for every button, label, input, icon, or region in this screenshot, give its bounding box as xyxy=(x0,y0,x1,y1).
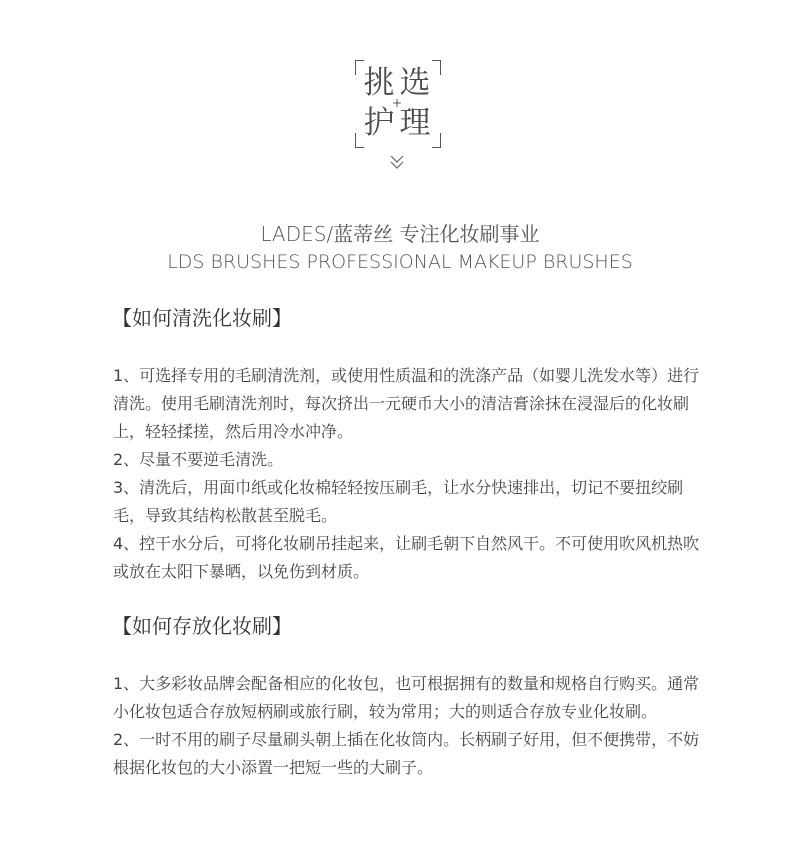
double-chevron-down-icon xyxy=(389,152,405,172)
logo-pick-care xyxy=(355,60,441,148)
paragraph: 3、清洗后，用面巾纸或化妆棉轻轻按压刷毛，让水分快速排出，切记不要扭绞刷毛，导致其结构松散甚至脱毛。 xyxy=(113,478,684,525)
brand-chinese: LADES/蓝蒂丝 专注化妆刷事业 xyxy=(260,222,540,246)
logo-char-4: 理 xyxy=(399,105,431,141)
paragraph: 1、可选择专用的毛刷清洗剂，或使用性质温和的洗涤产品（如婴儿洗发水等）进行清洗。使用毛刷清洗剂时，每次挤出一元硬币大小的清洁膏涂抹在浸湿后的化妆刷上，轻轻揉搓，然后用冷水冲净。 xyxy=(113,366,700,441)
brand-english: LDS BRUSHES PROFESSIONAL MAKEUP BRUSHES xyxy=(167,251,633,273)
section-body-storage xyxy=(113,670,703,782)
logo-char-3: 护 xyxy=(363,105,395,141)
paragraph: 4、控干水分后，可将化妆刷吊挂起来，让刷毛朝下自然风干。不可使用吹风机热吹或放在太阳下暴晒，以免伤到材质。 xyxy=(113,534,700,581)
paragraph: 1、大多彩妆品牌会配备相应的化妆包，也可根据拥有的数量和规格自行购买。通常小化妆包适合存放短柄刷或旅行刷，较为常用；大的则适合存放专业化妆刷。 xyxy=(113,674,700,721)
logo-char-1: 挑 xyxy=(363,65,395,101)
paragraph: 2、一时不用的刷子尽量刷头朝上插在化妆筒内。长柄刷子好用，但不便携带，不妨根据化妆包的大小添置一把短一些的大刷子。 xyxy=(113,730,700,777)
paragraph: 2、尽量不要逆毛清洗。 xyxy=(113,450,284,469)
section-body-cleaning xyxy=(113,362,703,586)
section-title-cleaning: 【如何清洗化妆刷】 xyxy=(112,306,292,330)
logo-char-2: 选 xyxy=(399,65,431,101)
logo-corner-top-right xyxy=(432,60,441,75)
logo-corner-bottom-right xyxy=(432,133,441,148)
section-title-storage: 【如何存放化妆刷】 xyxy=(112,614,292,638)
logo-plus: + xyxy=(392,96,403,110)
